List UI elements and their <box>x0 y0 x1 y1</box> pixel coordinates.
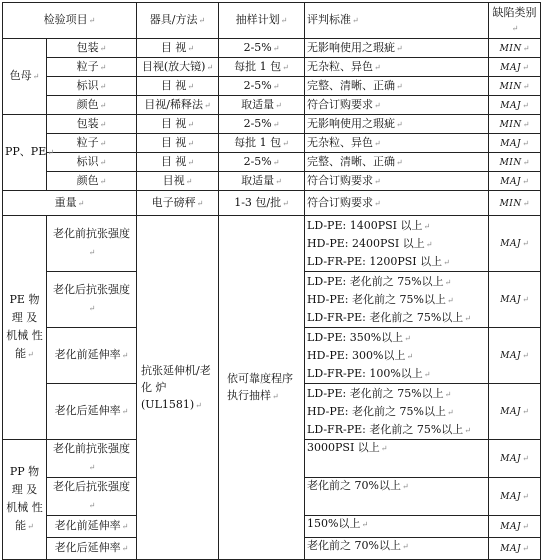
table-row <box>3 172 541 191</box>
criteria-cell: LD-PE: 350%以上↵ HD-PE: 300%以上↵ LD-FR-PE: 100%以上↵ <box>305 328 489 384</box>
criteria-cell: 无影响使用之瑕疵↵ <box>305 115 489 134</box>
group-pp-pe: PP、PE↵ <box>3 115 47 191</box>
defect-cell: MAJ↵ <box>489 478 541 516</box>
item-cell: 老化前抗张强度↵ <box>47 440 137 478</box>
header-tool: 器具/方法↵ <box>137 3 219 39</box>
tool-cell: 目 视↵ <box>137 153 219 172</box>
sampling-cell: 1-3 包/批↵ <box>219 191 305 216</box>
inspection-table <box>2 2 541 560</box>
tool-cell: 目 视↵ <box>137 134 219 153</box>
sampling-cell: 2-5%↵ <box>219 77 305 96</box>
defect-cell: MAJ↵ <box>489 96 541 115</box>
table-row <box>3 153 541 172</box>
defect-cell: MAJ↵ <box>489 272 541 328</box>
item-cell: 老化前延伸率↵ <box>47 516 137 538</box>
header-item: 检验项目↵ <box>3 3 137 39</box>
group-pp-mechanical: PP 物理 及 机械 性能↵ <box>3 440 47 560</box>
sampling-cell: 每批 1 包↵ <box>219 134 305 153</box>
defect-cell: MAJ↵ <box>489 538 541 560</box>
defect-cell: MIN↵ <box>489 77 541 96</box>
item-cell: 包装↵ <box>47 115 137 134</box>
criteria-cell: 无影响使用之瑕疵↵ <box>305 39 489 58</box>
criteria-cell: LD-PE: 老化前之 75%以上↵ HD-PE: 老化前之 75%以上↵ LD-FR-PE: 老化前之 75%以上↵ <box>305 272 489 328</box>
item-cell: 老化前抗张强度↵ <box>47 216 137 272</box>
tool-cell: 电子磅秤↵ <box>137 191 219 216</box>
item-cell: 老化后抗张强度↵ <box>47 272 137 328</box>
sampling-cell: 2-5%↵ <box>219 115 305 134</box>
header-criteria: 评判标准↵ <box>305 3 489 39</box>
sampling-cell: 2-5%↵ <box>219 153 305 172</box>
item-cell: 老化后抗张强度↵ <box>47 478 137 516</box>
defect-cell: MAJ↵ <box>489 58 541 77</box>
item-cell: 标识↵ <box>47 77 137 96</box>
tool-cell: 目视↵ <box>137 172 219 191</box>
item-cell: 颜色↵ <box>47 172 137 191</box>
criteria-cell: LD-PE: 1400PSI 以上↵ HD-PE: 2400PSI 以上↵ LD-FR-PE: 1200PSI 以上↵ <box>305 216 489 272</box>
defect-cell: MAJ↵ <box>489 172 541 191</box>
sampling-cell: 取适量↵ <box>219 172 305 191</box>
group-masterbatch: 色母↵ <box>3 39 47 115</box>
criteria-cell: LD-PE: 老化前之 75%以上↵ HD-PE: 老化前之 75%以上↵ LD-FR-PE: 老化前之 75%以上↵ <box>305 384 489 440</box>
table-row <box>3 191 541 216</box>
item-cell: 标识↵ <box>47 153 137 172</box>
criteria-cell: 老化前之 70%以上↵ <box>305 478 489 516</box>
item-cell: 粒子↵ <box>47 58 137 77</box>
header-sampling: 抽样计划↵ <box>219 3 305 39</box>
criteria-cell: 150%以上↵ <box>305 516 489 538</box>
criteria-cell: 符合订购要求↵ <box>305 96 489 115</box>
defect-cell: MIN↵ <box>489 153 541 172</box>
group-pe-mechanical: PE 物理 及 机械 性能↵ <box>3 216 47 440</box>
table-row <box>3 115 541 134</box>
item-cell: 粒子↵ <box>47 134 137 153</box>
mechanical-sampling-cell: 依可靠度程序执行抽样↵ <box>219 216 305 560</box>
criteria-cell: 完整、清晰、正确↵ <box>305 153 489 172</box>
item-cell: 老化前延伸率↵ <box>47 328 137 384</box>
table-row <box>3 96 541 115</box>
table-row <box>3 216 541 272</box>
criteria-cell: 无杂粒、异色↵ <box>305 134 489 153</box>
tool-cell: 目视(放大镜)↵ <box>137 58 219 77</box>
defect-cell: MAJ↵ <box>489 384 541 440</box>
defect-cell: MIN↵ <box>489 115 541 134</box>
defect-cell: MIN↵ <box>489 39 541 58</box>
defect-cell: MAJ↵ <box>489 216 541 272</box>
tool-cell: 目 视↵ <box>137 39 219 58</box>
defect-cell: MIN↵ <box>489 191 541 216</box>
table-row <box>3 77 541 96</box>
item-cell: 老化后延伸率↵ <box>47 384 137 440</box>
sampling-cell: 每批 1 包↵ <box>219 58 305 77</box>
defect-cell: MAJ↵ <box>489 516 541 538</box>
table-row <box>3 134 541 153</box>
criteria-cell: 符合订购要求↵ <box>305 191 489 216</box>
item-cell: 老化后延伸率↵ <box>47 538 137 560</box>
tool-cell: 目视/稀释法↵ <box>137 96 219 115</box>
item-cell: 包装↵ <box>47 39 137 58</box>
criteria-cell: 老化前之 70%以上↵ <box>305 538 489 560</box>
criteria-cell: 无杂粒、异色↵ <box>305 58 489 77</box>
tool-cell: 目 视↵ <box>137 115 219 134</box>
sampling-cell: 2-5%↵ <box>219 39 305 58</box>
item-cell: 重量↵ <box>3 191 137 216</box>
tool-cell: 目 视↵ <box>137 77 219 96</box>
table-row <box>3 58 541 77</box>
criteria-cell: 完整、清晰、正确↵ <box>305 77 489 96</box>
criteria-cell: 符合订购要求↵ <box>305 172 489 191</box>
defect-cell: MAJ↵ <box>489 328 541 384</box>
defect-cell: MAJ↵ <box>489 134 541 153</box>
sampling-cell: 取适量↵ <box>219 96 305 115</box>
criteria-cell: 3000PSI 以上↵ <box>305 440 489 478</box>
header-defect: 缺陷类别↵ <box>489 3 541 39</box>
table-row <box>3 39 541 58</box>
defect-cell: MAJ↵ <box>489 440 541 478</box>
header-row <box>3 3 541 39</box>
mechanical-tool-cell: 抗张延伸机/老 化 炉 (UL1581)↵ <box>137 216 219 560</box>
item-cell: 颜色↵ <box>47 96 137 115</box>
